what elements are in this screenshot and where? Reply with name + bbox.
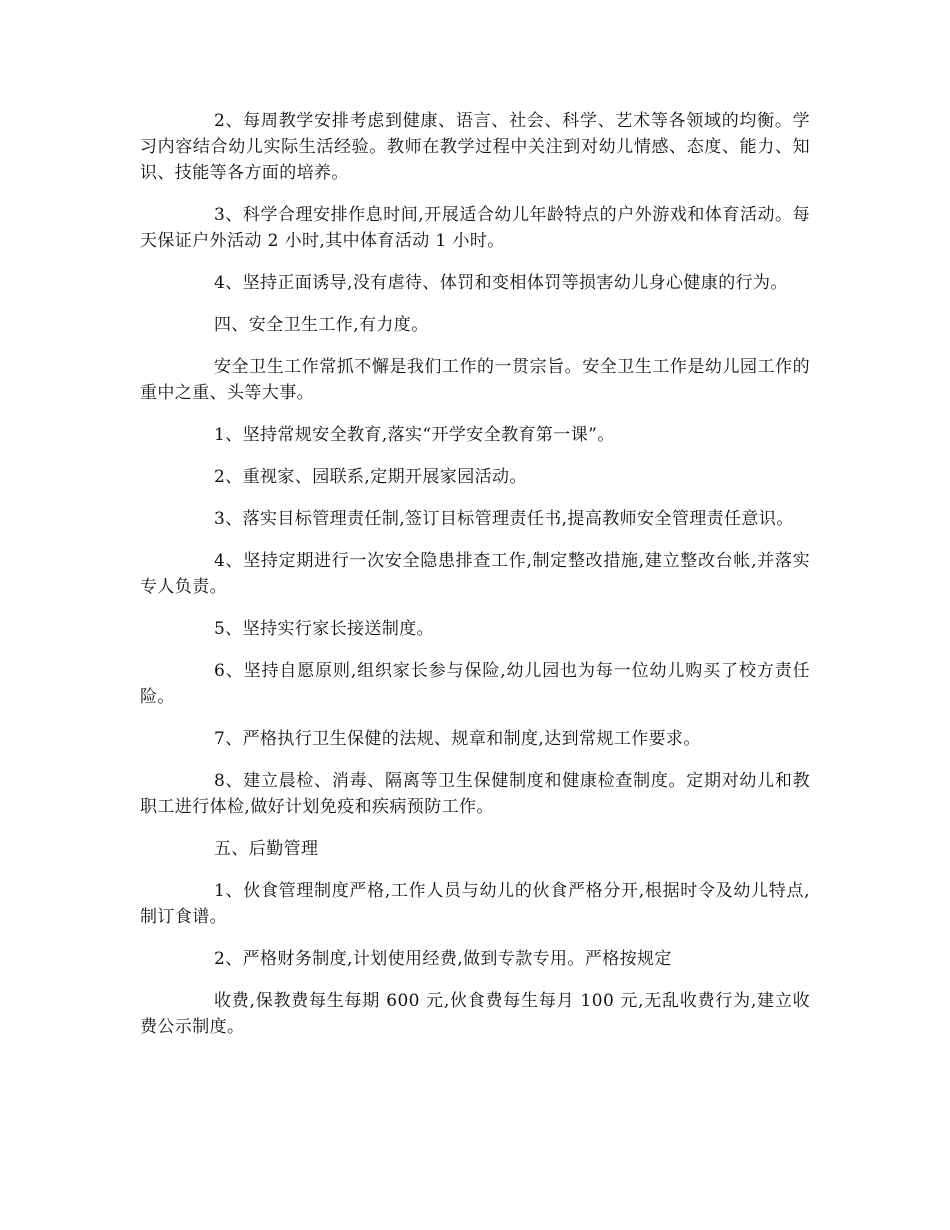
- section-heading-safety: 四、安全卫生工作,有力度。: [214, 315, 429, 335]
- paragraph-1: 2、每周教学安排考虑到健康、语言、社会、科学、艺术等各领域的均衡。学习内容结合幼儿实际生活经验。教师在教学过程中关注到对幼儿情感、态度、能力、知识、技能等各方面的培养。: [140, 111, 810, 183]
- paragraph-5: 安全卫生工作常抓不懈是我们工作的一贯宗旨。安全卫生工作是幼儿园工作的重中之重、头等大事。: [140, 357, 810, 403]
- paragraph-7: 2、重视家、园联系,定期开展家园活动。: [214, 467, 527, 487]
- paragraph-9: 4、坚持定期进行一次安全隐患排查工作,制定整改措施,建立整改台帐,并落实专人负责。: [140, 551, 810, 597]
- paragraph-8: 3、落实目标管理责任制,签订目标管理责任书,提高教师安全管理责任意识。: [214, 509, 794, 529]
- paragraph-12: 7、严格执行卫生保健的法规、规章和制度,达到常规工作要求。: [214, 729, 701, 749]
- paragraph-2: 3、科学合理安排作息时间,开展适合幼儿年龄特点的户外游戏和体育活动。每天保证户外活动 2 小时,其中体育活动 1 小时。: [140, 205, 810, 251]
- paragraph-16: 2、严格财务制度,计划使用经费,做到专款专用。严格按规定: [214, 949, 672, 969]
- paragraph-6: 1、坚持常规安全教育,落实“开学安全教育第一课”。: [214, 425, 615, 445]
- paragraph-3: 4、坚持正面诱导,没有虐待、体罚和变相体罚等损害幼儿身心健康的行为。: [214, 273, 788, 293]
- paragraph-15: 1、伙食管理制度严格,工作人员与幼儿的伙食严格分开,根据时令及幼儿特点,制订食谱。: [140, 881, 810, 927]
- document-body: [140, 108, 810, 1056]
- section-heading-logistics: 五、后勤管理: [214, 839, 319, 859]
- paragraph-17: 收费,保教费每生每期 600 元,伙食费每生每月 100 元,无乱收费行为,建立收费公示制度。: [140, 991, 810, 1037]
- paragraph-10: 5、坚持实行家长接送制度。: [214, 619, 435, 639]
- paragraph-13: 8、建立晨检、消毒、隔离等卫生保健制度和健康检查制度。定期对幼儿和教职工进行体检,做好计划免疫和疾病预防工作。: [140, 771, 810, 817]
- paragraph-11: 6、坚持自愿原则,组织家长参与保险,幼儿园也为每一位幼儿购买了校方责任险。: [140, 661, 810, 707]
